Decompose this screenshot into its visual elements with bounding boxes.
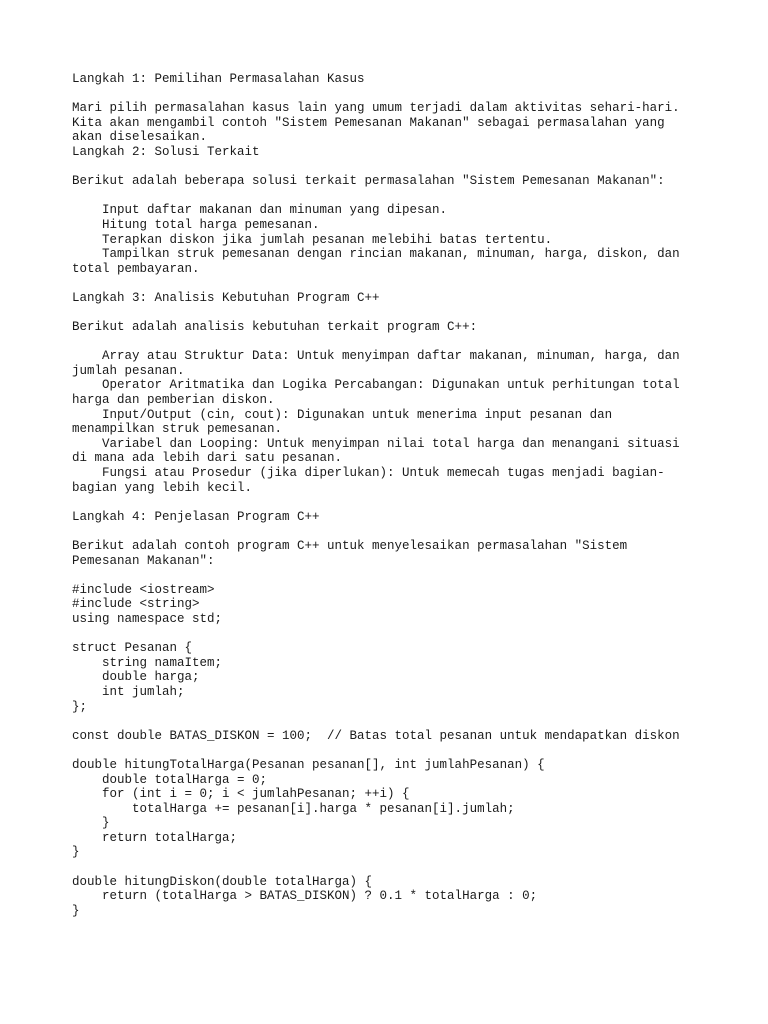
text-line: #include <string> bbox=[72, 597, 200, 612]
text-line: for (int i = 0; i < jumlahPesanan; ++i) { bbox=[72, 787, 410, 802]
blank-line bbox=[72, 189, 712, 204]
text-line: Langkah 2: Solusi Terkait bbox=[72, 144, 260, 159]
blank-line bbox=[72, 714, 712, 729]
text-line: akan diselesaikan. bbox=[72, 130, 208, 145]
blank-line bbox=[72, 495, 712, 510]
blank-line bbox=[72, 568, 712, 583]
text-line: Berikut adalah analisis kebutuhan terkait program C++: bbox=[72, 320, 478, 335]
blank-line bbox=[72, 87, 712, 102]
text-line: bagian yang lebih kecil. bbox=[72, 480, 253, 495]
text-line: Kita akan mengambil contoh "Sistem Pemesanan Makanan" sebagai permasalahan yang bbox=[72, 115, 665, 130]
blank-line bbox=[72, 524, 712, 539]
text-line: Operator Aritmatika dan Logika Percabangan: Digunakan untuk perhitungan total bbox=[72, 378, 680, 393]
text-line: double harga; bbox=[72, 670, 200, 685]
text-line: struct Pesanan { bbox=[72, 641, 193, 656]
text-line: string namaItem; bbox=[72, 655, 223, 670]
blank-line bbox=[72, 335, 712, 350]
text-line: menampilkan struk pemesanan. bbox=[72, 422, 283, 437]
text-line: Variabel dan Looping: Untuk menyimpan nilai total harga dan menangani situasi bbox=[72, 436, 680, 451]
text-line: const double BATAS_DISKON = 100; // Batas total pesanan untuk mendapatkan diskon bbox=[72, 728, 680, 743]
text-line: Input daftar makanan dan minuman yang dipesan. bbox=[72, 203, 448, 218]
text-line: jumlah pesanan. bbox=[72, 363, 185, 378]
text-line: } bbox=[72, 845, 80, 860]
text-line: double hitungTotalHarga(Pesanan pesanan[], int jumlahPesanan) { bbox=[72, 757, 545, 772]
document-page bbox=[72, 72, 712, 918]
text-line: }; bbox=[72, 699, 88, 714]
text-line: } bbox=[72, 816, 110, 831]
text-line: Hitung total harga pemesanan. bbox=[72, 217, 320, 232]
blank-line bbox=[72, 276, 712, 291]
text-line: Tampilkan struk pemesanan dengan rincian makanan, minuman, harga, diskon, dan bbox=[72, 247, 680, 262]
text-line: double totalHarga = 0; bbox=[72, 772, 268, 787]
blank-line bbox=[72, 160, 712, 175]
text-line: di mana ada lebih dari satu pesanan. bbox=[72, 451, 343, 466]
text-line: Berikut adalah contoh program C++ untuk menyelesaikan permasalahan "Sistem bbox=[72, 539, 628, 553]
blank-line bbox=[72, 627, 712, 642]
text-line: Berikut adalah beberapa solusi terkait permasalahan "Sistem Pemesanan Makanan": bbox=[72, 174, 665, 189]
text-line: harga dan pemberian diskon. bbox=[72, 393, 275, 408]
text-line: double hitungDiskon(double totalHarga) { bbox=[72, 874, 373, 889]
text-line: Array atau Struktur Data: Untuk menyimpan daftar makanan, minuman, harga, dan bbox=[72, 349, 680, 364]
text-line: total pembayaran. bbox=[72, 261, 200, 276]
text-line: Mari pilih permasalahan kasus lain yang umum terjadi dalam aktivitas sehari-hari. bbox=[72, 101, 680, 116]
text-line: Input/Output (cin, cout): Digunakan untuk menerima input pesanan dan bbox=[72, 407, 613, 422]
text-line: return (totalHarga > BATAS_DISKON) ? 0.1 * totalHarga : 0; bbox=[72, 889, 538, 904]
text-line: Fungsi atau Prosedur (jika diperlukan): Untuk memecah tugas menjadi bagian- bbox=[72, 466, 665, 481]
text-line: } bbox=[72, 903, 80, 918]
text-line: Langkah 3: Analisis Kebutuhan Program C++ bbox=[72, 290, 380, 305]
text-line: int jumlah; bbox=[72, 684, 185, 699]
blank-line bbox=[72, 306, 712, 321]
text-line: using namespace std; bbox=[72, 611, 223, 626]
blank-line bbox=[72, 860, 712, 875]
text-line: Langkah 1: Pemilihan Permasalahan Kasus bbox=[72, 72, 365, 86]
blank-line bbox=[72, 743, 712, 758]
text-line: Terapkan diskon jika jumlah pesanan melebihi batas tertentu. bbox=[72, 232, 553, 247]
text-line: return totalHarga; bbox=[72, 830, 238, 845]
text-line: Pemesanan Makanan": bbox=[72, 553, 215, 568]
text-line: #include <iostream> bbox=[72, 582, 215, 597]
text-line: totalHarga += pesanan[i].harga * pesanan[i].jumlah; bbox=[72, 801, 515, 816]
text-line: Langkah 4: Penjelasan Program C++ bbox=[72, 509, 320, 524]
